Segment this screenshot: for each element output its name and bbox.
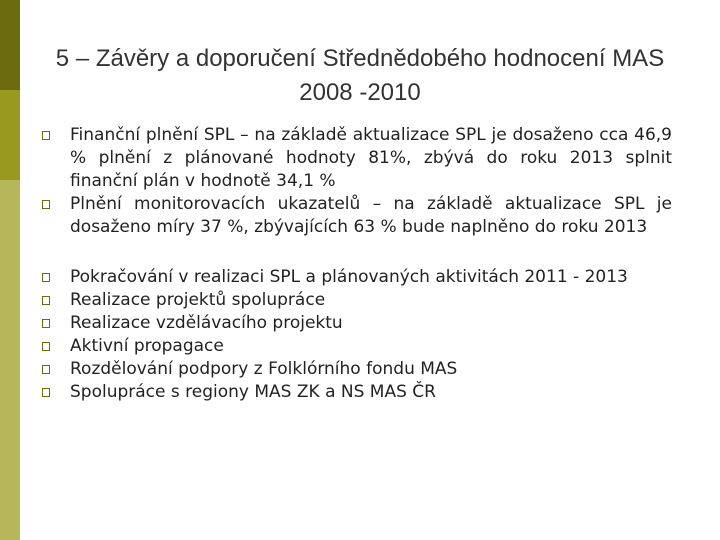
square-bullet-icon xyxy=(42,365,50,374)
list-item xyxy=(40,289,672,312)
bullet-text: Plnění monitorovacích ukazatelů – na základě aktualizace SPL je dosaženo míry 37 %, zbývajících 63 % bude naplněno do roku 2013 xyxy=(70,194,672,237)
left-accent-stripe-mid xyxy=(0,90,20,180)
bullet-list xyxy=(40,124,672,404)
bullet-text: Rozdělování podpory z Folklórního fondu MAS xyxy=(70,359,458,379)
bullet-text: Aktivní propagace xyxy=(70,336,224,356)
bullet-text: Realizace vzdělávacího projektu xyxy=(70,313,343,333)
square-bullet-icon xyxy=(42,388,50,397)
bullet-text: Pokračování v realizaci SPL a plánovaných aktivitách 2011 - 2013 xyxy=(70,267,628,287)
list-item xyxy=(40,124,672,193)
list-item xyxy=(40,312,672,335)
square-bullet-icon xyxy=(42,131,50,140)
list-item xyxy=(40,193,672,239)
list-item xyxy=(40,266,672,289)
list-item xyxy=(40,335,672,358)
slide-title: 5 – Závěry a doporučení Střednědobého hodnocení MAS 2008 -2010 xyxy=(55,45,665,106)
list-item xyxy=(40,358,672,381)
square-bullet-icon xyxy=(42,342,50,351)
bullet-text: Realizace projektů spolupráce xyxy=(70,290,326,310)
left-accent-stripe-light xyxy=(0,180,20,540)
square-bullet-icon xyxy=(42,273,50,282)
bullet-text: Finanční plnění SPL – na základě aktualizace SPL je dosaženo cca 46,9 % plnění z plánované hodnoty 81%, zbývá do roku 2013 splnit finanční plán v hodnotě 34,1 % xyxy=(70,125,672,191)
square-bullet-icon xyxy=(42,319,50,328)
list-item xyxy=(40,381,672,404)
square-bullet-icon xyxy=(42,200,50,209)
square-bullet-icon xyxy=(42,296,50,305)
bullet-text: Spolupráce s regiony MAS ZK a NS MAS ČR xyxy=(70,382,436,402)
